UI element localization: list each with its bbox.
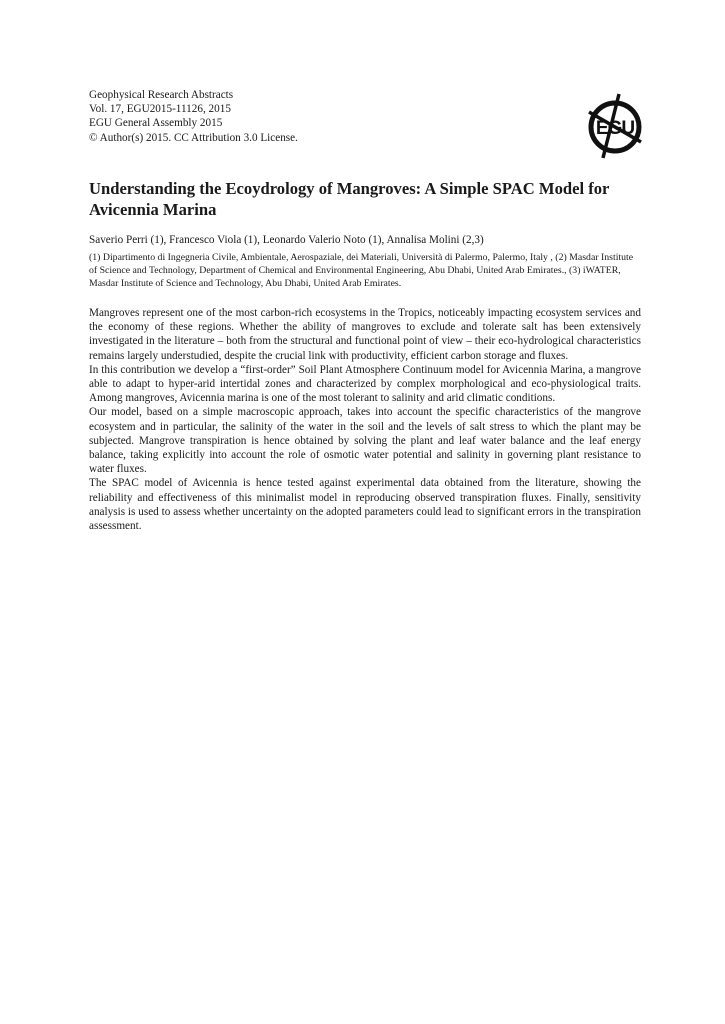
svg-text:EGU: EGU <box>595 118 635 139</box>
journal-name: Geophysical Research Abstracts <box>89 89 234 101</box>
egu-logo-icon <box>583 92 647 160</box>
abstract-paragraph-2: In this contribution we develop a “first-order” Soil Plant Atmosphere Continuum model for Avicennia Marina, a mangrove able to adapt to hyper-arid intertidal zones and characterized by complex morphological and eco-physiological traits. Among mangroves, Avicennia marina is one of the most tolerant to salinity and arid climatic conditions. <box>89 363 641 405</box>
abstract-paragraph-3: Our model, based on a simple macroscopic approach, takes into account the specific characteristics of the mangrove ecosystem and in particular, the salinity of the water in the soil and the levels of salt stress to which the plant may be subjected. Mangrove transpiration is hence obtained by solving the plant and leaf water balance and the leaf energy balance, taking explicitly into account the role of osmotic water potential and salinity in governing plant resistance to water fluxes. <box>89 406 641 476</box>
license-info: © Author(s) 2015. CC Attribution 3.0 License. <box>89 131 298 144</box>
volume-info: Vol. 17, EGU2015-11126, 2015 <box>89 103 231 116</box>
paper-title: Understanding the Ecoydrology of Mangroves: A Simple SPAC Model for Avicennia Marina <box>89 179 610 219</box>
abstract-paragraph-1: Mangroves represent one of the most carbon-rich ecosystems in the Tropics, noticeably impacting ecosystem services and the economy of these regions. Whether the ability of mangroves to exclude and tolerate salt has been extensively investigated in the literature – both from the structural and functional point of view – their eco-hydrological characteristics remains largely understudied, despite the crucial link with productivity, efficient carbon storage and fluxes. <box>89 307 641 362</box>
author-list: Saverio Perri (1), Francesco Viola (1), Leonardo Valerio Noto (1), Annalisa Molini (2,3) <box>89 234 484 246</box>
abstract-paragraph-4: The SPAC model of Avicennia is hence tested against experimental data obtained from the literature, showing the reliability and effectiveness of this minimalist model in reproducing observed transpiration fluxes. Finally, sensitivity analysis is used to assess whether uncertainty on the adopted parameters could lead to significant errors in the transpiration assessment. <box>89 477 641 533</box>
abstract-body <box>89 306 641 533</box>
affiliations: (1) Dipartimento di Ingegneria Civile, Ambientale, Aerospaziale, dei Materiali, Università di Palermo, Palermo, Italy , (2) Masdar Institute of Science and Technology, Department of Chemical and Environmental Engineering, Abu Dhabi, United Arab Emirates., (3) iWATER, Masdar Institute of Science and Technology, Abu Dhabi, United Arab Emirates. <box>89 252 634 290</box>
header-block <box>89 88 298 145</box>
assembly-info: EGU General Assembly 2015 <box>89 117 223 130</box>
